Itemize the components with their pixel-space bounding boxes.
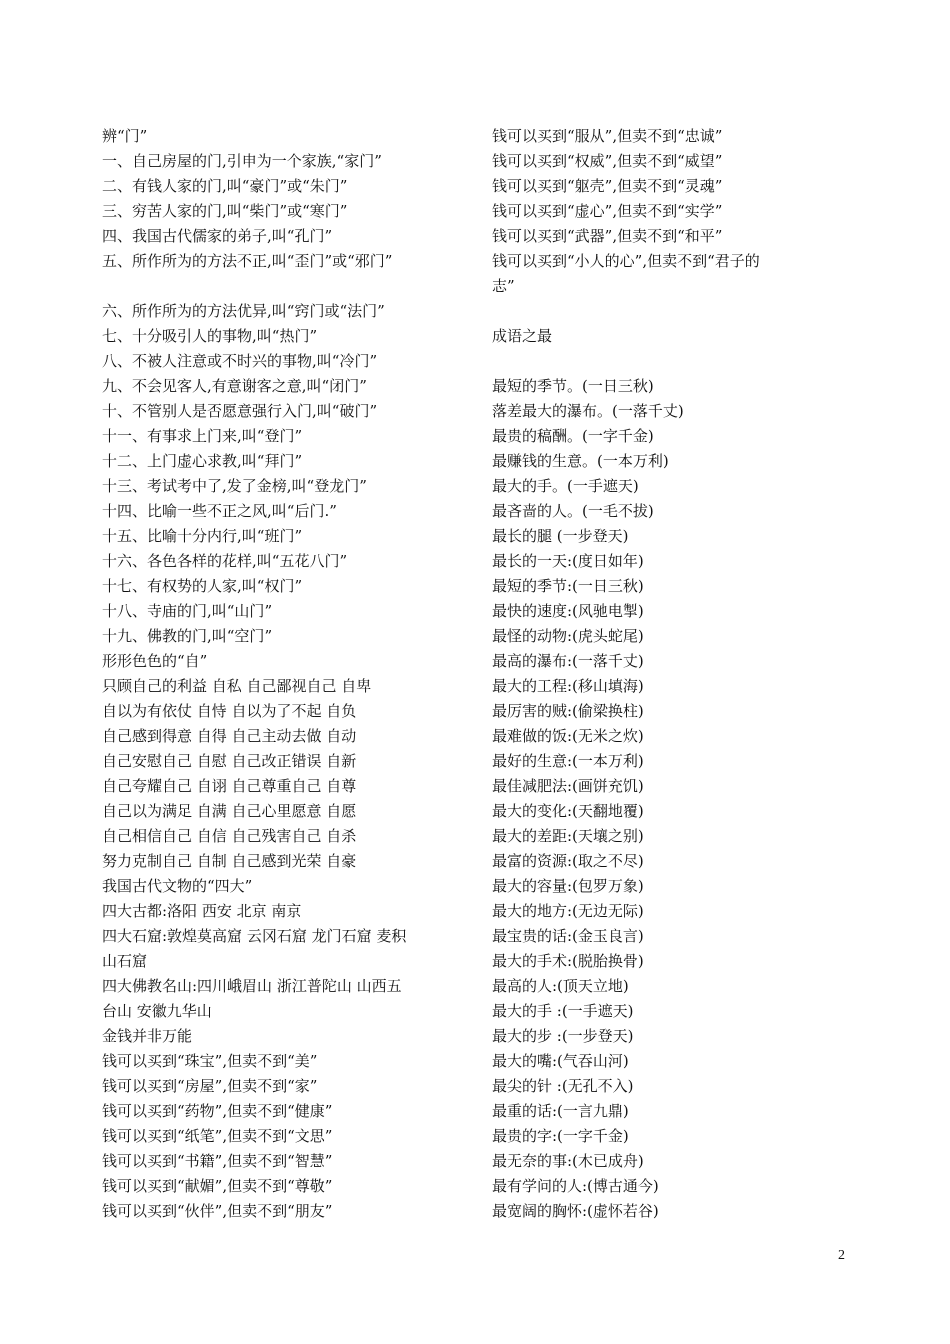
right-column-line: 最大的手 :(一手遮天) xyxy=(492,1002,634,1020)
right-column-line: 最无奈的事:(木已成舟) xyxy=(492,1152,644,1170)
left-column-line: 自己夸耀自己 自诩 自己尊重自己 自尊 xyxy=(102,777,357,795)
left-column-line: 钱可以买到“珠宝”,但卖不到“美” xyxy=(102,1052,318,1070)
left-column-line: 十七、有权势的人家,叫“权门” xyxy=(102,577,303,595)
left-column-line: 四大石窟:敦煌莫高窟 云冈石窟 龙门石窟 麦积 xyxy=(102,927,407,945)
left-column-line: 只顾自己的利益 自私 自己鄙视自己 自卑 xyxy=(102,677,372,695)
right-column-line: 最吝啬的人。(一毛不拔) xyxy=(492,502,654,520)
left-column-line: 我国古代文物的“四大” xyxy=(102,877,253,895)
right-column-line: 最大的手术:(脱胎换骨) xyxy=(492,952,644,970)
left-column-line: 十、不管别人是否愿意强行入门,叫“破门” xyxy=(102,402,378,420)
right-column-line: 最富的资源:(取之不尽) xyxy=(492,852,644,870)
left-column-line: 金钱并非万能 xyxy=(102,1027,193,1045)
right-column-line: 最短的季节:(一日三秋) xyxy=(492,577,644,595)
left-column-line: 钱可以买到“房屋”,但卖不到“家” xyxy=(102,1077,318,1095)
right-column-line: 最大的步 :(一步登天) xyxy=(492,1027,634,1045)
left-column-line: 九、不会见客人,有意谢客之意,叫“闭门” xyxy=(102,377,367,395)
right-column-line: 最尖的针 :(无孔不入) xyxy=(492,1077,634,1095)
right-column-line: 钱可以买到“服从”,但卖不到“忠诚” xyxy=(492,127,723,145)
left-column-line: 台山 安徽九华山 xyxy=(102,1002,212,1020)
left-column-line: 形形色色的“自” xyxy=(102,652,208,670)
right-column-line: 最短的季节。(一日三秋) xyxy=(492,377,654,395)
right-column-line: 最大的嘴:(气吞山河) xyxy=(492,1052,629,1070)
right-column-line: 最高的瀑布:(一落千丈) xyxy=(492,652,644,670)
right-column-line: 钱可以买到“躯壳”,但卖不到“灵魂” xyxy=(492,177,723,195)
left-column-line: 钱可以买到“药物”,但卖不到“健康” xyxy=(102,1102,333,1120)
left-column xyxy=(102,124,472,1224)
right-column-line: 最贵的字:(一字千金) xyxy=(492,1127,629,1145)
right-column-line: 最重的话:(一言九鼎) xyxy=(492,1102,629,1120)
left-column-line: 努力克制自己 自制 自己感到光荣 自豪 xyxy=(102,852,357,870)
right-column-line: 最快的速度:(风驰电掣) xyxy=(492,602,644,620)
right-column-line: 最宽阔的胸怀:(虚怀若谷) xyxy=(492,1202,659,1220)
right-column-line: 最贵的稿酬。(一字千金) xyxy=(492,427,654,445)
left-column-line: 十一、有事求上门来,叫“登门” xyxy=(102,427,303,445)
left-column-line: 自己相信自己 自信 自己残害自己 自杀 xyxy=(102,827,357,845)
right-column-line: 最好的生意:(一本万利) xyxy=(492,752,644,770)
left-column-line: 四大佛教名山:四川峨眉山 浙江普陀山 山西五 xyxy=(102,977,402,995)
left-column-line: 十六、各色各样的花样,叫“五花八门” xyxy=(102,552,348,570)
right-column-line: 最高的人:(顶天立地) xyxy=(492,977,629,995)
right-column-line: 最赚钱的生意。(一本万利) xyxy=(492,452,669,470)
left-column-line: 钱可以买到“献媚”,但卖不到“尊敬” xyxy=(102,1177,333,1195)
right-column-line: 最大的变化:(天翻地覆) xyxy=(492,802,644,820)
right-column-line: 最难做的饭:(无米之炊) xyxy=(492,727,644,745)
right-column-line: 钱可以买到“权威”,但卖不到“威望” xyxy=(492,152,723,170)
right-column-line: 钱可以买到“虚心”,但卖不到“实学” xyxy=(492,202,723,220)
left-column-line: 二、有钱人家的门,叫“豪门”或“朱门” xyxy=(102,177,348,195)
right-column-line: 最长的腿 (一步登天) xyxy=(492,527,629,545)
right-column-line: 最厉害的贼:(偷梁换柱) xyxy=(492,702,644,720)
left-column-line: 四大古都:洛阳 西安 北京 南京 xyxy=(102,902,302,920)
right-column-line: 落差最大的瀑布。(一落千丈) xyxy=(492,402,684,420)
left-column-line: 七、十分吸引人的事物,叫“热门” xyxy=(102,327,318,345)
right-column-line: 最宝贵的话:(金玉良言) xyxy=(492,927,644,945)
right-column-line xyxy=(492,349,842,374)
left-column-line: 八、不被人注意或不时兴的事物,叫“冷门” xyxy=(102,352,378,370)
left-column-line: 自己以为满足 自满 自己心里愿意 自愿 xyxy=(102,802,357,820)
page-number: 2 xyxy=(838,1248,845,1263)
left-column-line: 一、自己房屋的门,引申为一个家族,“家门” xyxy=(102,152,382,170)
left-column-line: 自以为有依仗 自恃 自以为了不起 自负 xyxy=(102,702,357,720)
left-column-line: 十五、比喻十分内行,叫“班门” xyxy=(102,527,303,545)
right-column-line: 钱可以买到“武器”,但卖不到“和平” xyxy=(492,227,723,245)
left-column-line xyxy=(102,274,472,299)
left-column-line: 钱可以买到“书籍”,但卖不到“智慧” xyxy=(102,1152,333,1170)
left-column-line: 自己安慰自己 自慰 自己改正错误 自新 xyxy=(102,752,357,770)
right-column-line: 钱可以买到“小人的心”,但卖不到“君子的 xyxy=(492,252,760,270)
right-column-line: 最大的差距:(天壤之别) xyxy=(492,827,644,845)
left-column-line: 自己感到得意 自得 自己主动去做 自动 xyxy=(102,727,357,745)
left-column-line: 辨“门” xyxy=(102,127,148,145)
right-column-line xyxy=(492,299,842,324)
left-column-line: 钱可以买到“纸笔”,但卖不到“文思” xyxy=(102,1127,333,1145)
right-column-line: 最有学问的人:(博古通今) xyxy=(492,1177,659,1195)
left-column-line: 三、穷苦人家的门,叫“柴门”或“寒门” xyxy=(102,202,348,220)
right-column-line: 志” xyxy=(492,277,515,295)
right-column-line: 最大的工程:(移山填海) xyxy=(492,677,644,695)
left-column-line: 山石窟 xyxy=(102,952,148,970)
right-column-line: 最怪的动物:(虎头蛇尾) xyxy=(492,627,644,645)
right-column xyxy=(492,124,842,1224)
left-column-line: 十九、佛教的门,叫“空门” xyxy=(102,627,273,645)
left-column-line: 六、所作所为的方法优异,叫“窍门或“法门” xyxy=(102,302,385,320)
right-column-line: 最长的一天:(度日如年) xyxy=(492,552,644,570)
right-column-line: 成语之最 xyxy=(492,327,553,345)
left-column-line: 十二、上门虚心求教,叫“拜门” xyxy=(102,452,303,470)
left-column-line: 四、我国古代儒家的弟子,叫“孔门” xyxy=(102,227,333,245)
left-column-line: 五、所作所为的方法不正,叫“歪门”或“邪门” xyxy=(102,252,393,270)
right-column-line: 最佳减肥法:(画饼充饥) xyxy=(492,777,644,795)
right-column-line: 最大的容量:(包罗万象) xyxy=(492,877,644,895)
right-column-line: 最大的手。(一手遮天) xyxy=(492,477,639,495)
left-column-line: 钱可以买到“伙伴”,但卖不到“朋友” xyxy=(102,1202,333,1220)
left-column-line: 十四、比喻一些不正之风,叫“后门.” xyxy=(102,502,337,520)
left-column-line: 十八、寺庙的门,叫“山门” xyxy=(102,602,273,620)
right-column-line: 最大的地方:(无边无际) xyxy=(492,902,644,920)
left-column-line: 十三、考试考中了,发了金榜,叫“登龙门” xyxy=(102,477,367,495)
